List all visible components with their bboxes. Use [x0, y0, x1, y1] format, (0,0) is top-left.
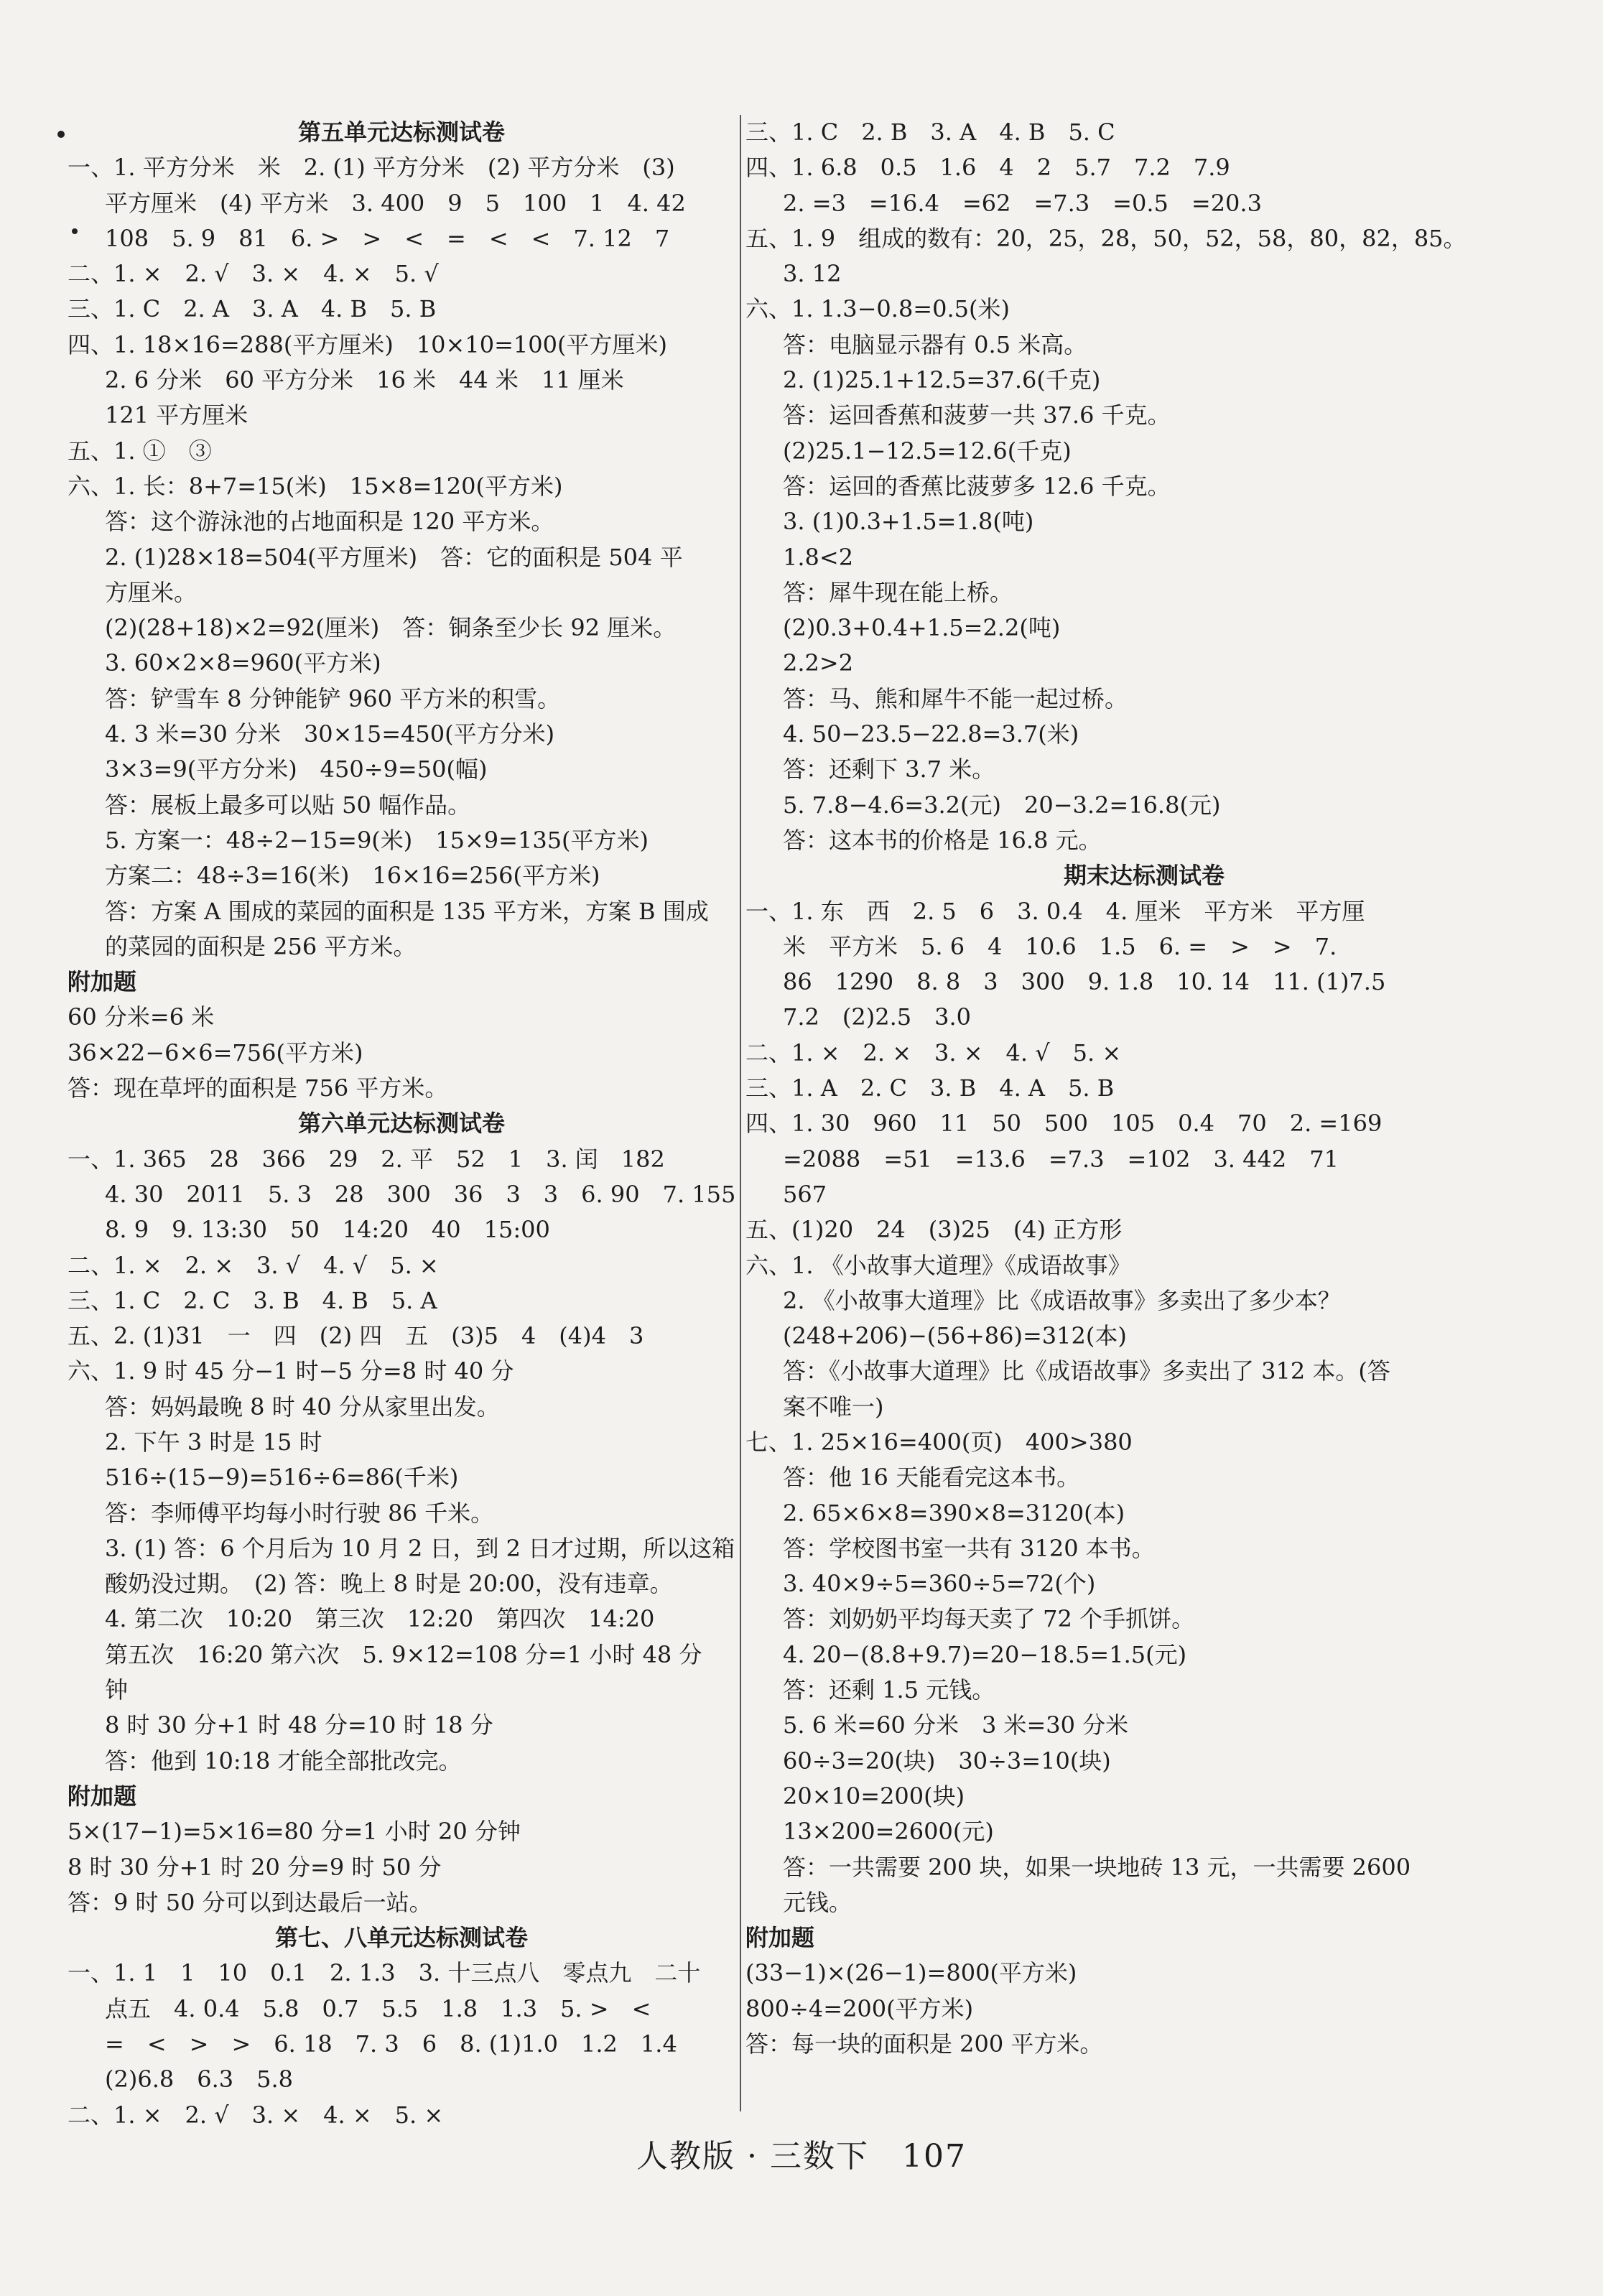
answer-line: 答：刘奶奶平均每天卖了 72 个手抓饼。 [783, 1605, 1195, 1633]
answer-line: 答：马、熊和犀牛不能一起过桥。 [783, 684, 1128, 712]
answer-line: 三、1. C 2. B 3. A 4. B 5. C [745, 118, 1115, 146]
section-heading: 第七、八单元达标测试卷 [274, 1924, 528, 1952]
left-answer-column [68, 115, 735, 2133]
answer-line: 答：学校图书室一共有 3120 本书。 [783, 1534, 1155, 1562]
answer-line: 2. (1)28×18=504(平方厘米) 答：它的面积是 504 平 [105, 543, 683, 571]
answer-line: 答：现在草坪的面积是 756 平方米。 [68, 1074, 448, 1102]
section-heading: 第五单元达标测试卷 [297, 118, 505, 146]
answer-line: 13×200=2600(元) [783, 1818, 994, 1846]
answer-line: 60 分米=6 米 [68, 1003, 215, 1031]
answer-line: 答：电脑显示器有 0.5 米高。 [783, 330, 1087, 358]
answer-line: 答：这本书的价格是 16.8 元。 [783, 826, 1102, 854]
answer-line: 案不唯一) [783, 1393, 884, 1421]
answer-line: 567 [783, 1180, 827, 1208]
answer-line: 二、1. × 2. √ 3. × 4. × 5. × [68, 2101, 444, 2129]
answer-line: 答：运回的香蕉比菠萝多 12.6 千克。 [783, 472, 1171, 500]
answer-line: 答：犀牛现在能上桥。 [783, 578, 1013, 606]
answer-line: 二、1. × 2. × 3. × 4. √ 5. × [745, 1038, 1122, 1066]
answer-line: 点五 4. 0.4 5.8 0.7 5.5 1.8 1.3 5. > < [105, 1994, 651, 2022]
answer-line: 六、1. 9 时 45 分−1 时−5 分=8 时 40 分 [68, 1357, 514, 1385]
answer-line: 3×3=9(平方分米) 450÷9=50(幅) [105, 756, 488, 784]
answer-line: 酸奶没过期。 (2) 答：晚上 8 时是 20:00，没有违章。 [105, 1570, 673, 1598]
section-heading: 期末达标测试卷 [1063, 862, 1225, 890]
answer-line: 方厘米。 [105, 578, 198, 606]
answer-line: (2)25.1−12.5=12.6(千克) [783, 437, 1072, 465]
answer-line: 2. (1)25.1+12.5=37.6(千克) [783, 366, 1101, 394]
ink-speck [57, 131, 65, 138]
section-heading: 第六单元达标测试卷 [297, 1110, 505, 1138]
answer-line: 4. 3 米=30 分米 30×15=450(平方分米) [105, 720, 555, 748]
answer-line: 第五次 16:20 第六次 5. 9×12=108 分=1 小时 48 分 [105, 1640, 702, 1668]
answer-line: 4. 20−(8.8+9.7)=20−18.5=1.5(元) [783, 1640, 1187, 1668]
answer-line: 平方厘米 (4) 平方米 3. 400 9 5 100 1 4. 42 [105, 189, 686, 217]
answer-line: =2088 =51 =13.6 =7.3 =102 3. 442 71 [783, 1145, 1339, 1173]
answer-line: 钟 [105, 1676, 129, 1704]
answer-line: 60÷3=20(块) 30÷3=10(块) [783, 1747, 1111, 1775]
answer-line: (2)6.8 6.3 5.8 [105, 2065, 294, 2093]
answer-line: 答：方案 A 围成的菜园的面积是 135 平方米，方案 B 围成 [105, 897, 709, 925]
answer-line: 2.2>2 [783, 649, 854, 677]
answer-line: (2)(28+18)×2=92(厘米) 答：铜条至少长 92 厘米。 [105, 614, 677, 642]
answer-line: 六、1. 《小故事大道理》《成语故事》 [745, 1251, 1131, 1279]
answer-line: 一、1. 365 28 366 29 2. 平 52 1 3. 闰 182 [68, 1145, 665, 1173]
answer-line: 一、1. 东 西 2. 5 6 3. 0.4 4. 厘米 平方米 平方厘 [745, 897, 1365, 925]
answer-line: 5. 方案一：48÷2−15=9(米) 15×9=135(平方米) [105, 826, 649, 854]
bonus-title: 附加题 [68, 968, 137, 996]
right-answer-column [745, 115, 1543, 2062]
answer-line: 四、1. 18×16=288(平方厘米) 10×10=100(平方厘米) [68, 330, 667, 358]
answer-line: 答：还剩下 3.7 米。 [783, 756, 995, 784]
answer-line: 2. 下午 3 时是 15 时 [105, 1428, 322, 1456]
answer-line: 516÷(15−9)=516÷6=86(千米) [105, 1464, 459, 1492]
answer-line: 3. 60×2×8=960(平方米) [105, 649, 381, 677]
answer-line: 2. 6 分米 60 平方分米 16 米 44 米 11 厘米 [105, 366, 624, 394]
answer-line: 三、1. C 2. C 3. B 4. B 5. A [68, 1286, 437, 1314]
answer-line: 8 时 30 分+1 时 48 分=10 时 18 分 [105, 1711, 493, 1739]
answer-line: 四、1. 30 960 11 50 500 105 0.4 70 2. =169 [745, 1110, 1383, 1138]
answer-line: 3. 40×9÷5=360÷5=72(个) [783, 1570, 1096, 1598]
answer-line: 一、1. 平方分米 米 2. (1) 平方分米 (2) 平方分米 (3) [68, 154, 675, 182]
answer-line: 一、1. 1 1 10 0.1 2. 1.3 3. 十三点八 零点九 二十 [68, 1959, 701, 1987]
answer-line: 答：还剩 1.5 元钱。 [783, 1676, 995, 1704]
answer-line: 3. (1) 答：6 个月后为 10 月 2 日，到 2 日才过期，所以这箱 [105, 1534, 735, 1562]
answer-line: 36×22−6×6=756(平方米) [68, 1038, 363, 1066]
answer-line: 3. (1)0.3+1.5=1.8(吨) [783, 508, 1034, 536]
column-divider [740, 115, 741, 2111]
answer-line: 五、2. (1)31 一 四 (2) 四 五 (3)5 4 (4)4 3 [68, 1322, 644, 1350]
answer-line: 五、(1)20 24 (3)25 (4) 正方形 [745, 1216, 1123, 1244]
answer-line: 5×(17−1)=5×16=80 分=1 小时 20 分钟 [68, 1818, 521, 1846]
answer-line: 答：铲雪车 8 分钟能铲 960 平方米的积雪。 [105, 684, 561, 712]
answer-line: 121 平方厘米 [105, 401, 248, 429]
answer-line: 二、1. × 2. √ 3. × 4. × 5. √ [68, 260, 439, 288]
answer-line: 4. 30 2011 5. 3 28 300 36 3 3 6. 90 7. 155 [105, 1180, 735, 1208]
answer-line: 答：9 时 50 分可以到达最后一站。 [68, 1888, 432, 1916]
bonus-title: 附加题 [745, 1924, 815, 1952]
answer-line: 2. 65×6×8=390×8=3120(本) [783, 1499, 1125, 1527]
answer-line: 答：他 16 天能看完这本书。 [783, 1464, 1080, 1492]
answer-line: (248+206)−(56+86)=312(本) [783, 1322, 1127, 1350]
answer-line: 1.8<2 [783, 543, 854, 571]
answer-line: 5. 6 米=60 分米 3 米=30 分米 [783, 1711, 1129, 1739]
answer-line: 3. 12 [783, 260, 842, 288]
answer-line: 六、1. 1.3−0.8=0.5(米) [745, 295, 1010, 323]
answer-line: 4. 50−23.5−22.8=3.7(米) [783, 720, 1079, 748]
answer-line: 800÷4=200(平方米) [745, 1994, 974, 2022]
answer-line: 答：一共需要 200 块，如果一块地砖 13 元，一共需要 2600 [783, 1853, 1411, 1881]
answer-line: 8. 9 9. 13:30 50 14:20 40 15:00 [105, 1216, 550, 1244]
answer-line: 4. 第二次 10:20 第三次 12:20 第四次 14:20 [105, 1605, 655, 1633]
answer-line: 8 时 30 分+1 时 20 分=9 时 50 分 [68, 1853, 442, 1881]
answer-line: = < > > 6. 18 7. 3 6 8. (1)1.0 1.2 1.4 [105, 2030, 677, 2058]
answer-line: 五、1. 9 组成的数有：20，25，28，50，52，58，80，82，85。 [745, 224, 1467, 252]
answer-line: 答：他到 10:18 才能全部批改完。 [105, 1747, 462, 1775]
answer-line: 方案二：48÷3=16(米) 16×16=256(平方米) [105, 862, 600, 890]
answer-line: 五、1. ① ③ [68, 437, 212, 465]
answer-line: 答：运回香蕉和菠萝一共 37.6 千克。 [783, 401, 1171, 429]
answer-line: 答：这个游泳池的占地面积是 120 平方米。 [105, 508, 554, 536]
page-footer: 人教版 · 三数下 107 [636, 2138, 967, 2175]
answer-line: 的菜园的面积是 256 平方米。 [105, 932, 417, 960]
answer-line: 答：妈妈最晚 8 时 40 分从家里出发。 [105, 1393, 500, 1421]
answer-line: 六、1. 长：8+7=15(米) 15×8=120(平方米) [68, 472, 563, 500]
answer-line: 元钱。 [783, 1888, 852, 1916]
answer-line: 108 5. 9 81 6. > > < = < < 7. 12 7 [105, 224, 670, 252]
answer-line: 三、1. C 2. A 3. A 4. B 5. B [68, 295, 437, 323]
answer-line: 三、1. A 2. C 3. B 4. A 5. B [745, 1074, 1115, 1102]
answer-line: 5. 7.8−4.6=3.2(元) 20−3.2=16.8(元) [783, 791, 1221, 819]
bonus-title: 附加题 [68, 1782, 137, 1810]
answer-line: 86 1290 8. 8 3 300 9. 1.8 10. 14 11. (1)7.5 [783, 968, 1386, 996]
answer-line: 答：《小故事大道理》比《成语故事》多卖出了 312 本。(答 [783, 1357, 1390, 1385]
answer-line: 答：展板上最多可以贴 50 幅作品。 [105, 791, 471, 819]
answer-line: 7.2 (2)2.5 3.0 [783, 1003, 972, 1031]
answer-line: 2. 《小故事大道理》比《成语故事》多卖出了多少本？ [783, 1286, 1341, 1314]
answer-line: 答：每一块的面积是 200 平方米。 [745, 2030, 1103, 2058]
answer-line: (2)0.3+0.4+1.5=2.2(吨) [783, 614, 1061, 642]
answer-line: 答：李师傅平均每小时行驶 86 千米。 [105, 1499, 494, 1527]
answer-line: 四、1. 6.8 0.5 1.6 4 2 5.7 7.2 7.9 [745, 154, 1230, 182]
answer-line: (33−1)×(26−1)=800(平方米) [745, 1959, 1077, 1987]
answer-line: 米 平方米 5. 6 4 10.6 1.5 6. = > > 7. [783, 932, 1337, 960]
answer-line: 七、1. 25×16=400(页) 400>380 [745, 1428, 1133, 1456]
answer-line: 二、1. × 2. × 3. √ 4. √ 5. × [68, 1251, 439, 1279]
answer-line: 20×10=200(块) [783, 1782, 965, 1810]
answer-line: 2. =3 =16.4 =62 =7.3 =0.5 =20.3 [783, 189, 1262, 217]
